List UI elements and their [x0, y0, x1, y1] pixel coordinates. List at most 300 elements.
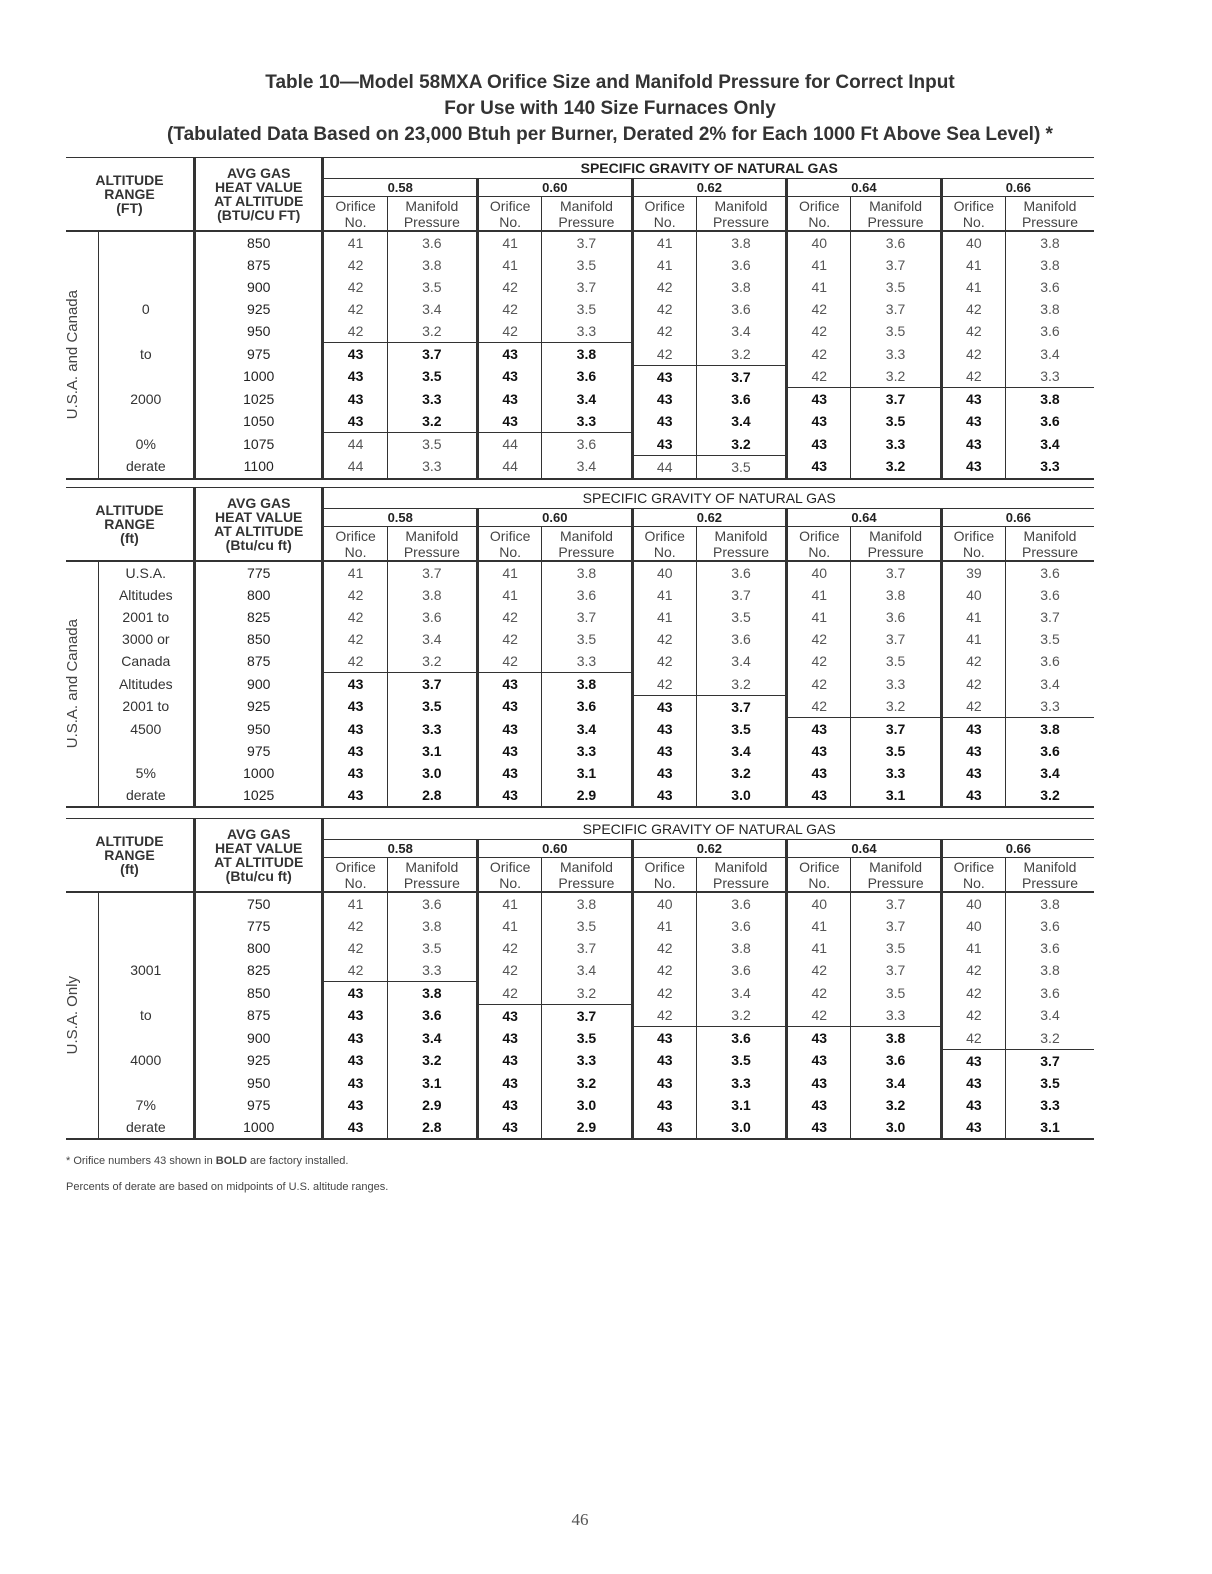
manifold-pressure-cell: 3.7 [542, 276, 632, 298]
altitude-range-line [98, 320, 194, 343]
orifice-no-cell: 40 [941, 584, 1005, 606]
manifold-pressure-cell: 3.8 [542, 673, 632, 696]
orifice-no-col-header: No. [478, 544, 542, 561]
orifice-no-cell: 42 [787, 628, 851, 650]
manifold-pressure-cell: 3.0 [387, 762, 477, 784]
specific-gravity-header: SPECIFIC GRAVITY OF NATURAL GAS [323, 819, 1094, 840]
manifold-pressure-cell: 3.6 [542, 433, 632, 456]
orifice-no-cell: 43 [632, 740, 696, 762]
table-row [66, 937, 1094, 959]
heat-value-header-line: HEAT VALUE [215, 179, 303, 195]
manifold-pressure-cell: 3.3 [851, 343, 941, 366]
orifice-no-cell: 41 [941, 606, 1005, 628]
orifice-no-cell: 43 [478, 740, 542, 762]
altitude-range-header [66, 819, 194, 893]
manifold-pressure-cell: 3.7 [851, 628, 941, 650]
orifice-no-cell: 43 [632, 695, 696, 718]
altitude-header-line: ALTITUDE [95, 172, 164, 188]
table-row [66, 298, 1094, 320]
manifold-pressure-cell: 3.4 [696, 410, 786, 433]
manifold-pressure-cell: 3.3 [696, 1072, 786, 1094]
manifold-pressure-cell: 3.2 [387, 650, 477, 673]
altitude-range-line: 4000 [98, 1049, 194, 1072]
orifice-no-cell: 42 [787, 365, 851, 388]
table-row [66, 320, 1094, 343]
manifold-pressure-cell: 3.7 [542, 231, 632, 254]
gravity-header-0.60: 0.60 [478, 179, 633, 197]
manifold-pressure-cell: 3.5 [387, 276, 477, 298]
orifice-col-header: Orifice [478, 197, 542, 215]
manifold-col-header: Manifold [542, 197, 632, 215]
heat-value-cell: 975 [194, 740, 322, 762]
heat-value-cell: 1050 [194, 410, 322, 433]
heat-value-cell: 1000 [194, 365, 322, 388]
manifold-pressure-cell: 3.0 [696, 784, 786, 807]
manifold-pressure-cell: 3.2 [851, 1094, 941, 1116]
pressure-col-header: Pressure [1005, 214, 1094, 231]
manifold-pressure-cell: 3.2 [851, 695, 941, 718]
orifice-no-cell: 43 [787, 1027, 851, 1050]
orifice-no-cell: 41 [347, 896, 364, 912]
manifold-pressure-cell: 3.5 [851, 650, 941, 673]
orifice-no-cell: 42 [787, 650, 851, 673]
altitude-header-line: (ft) [120, 861, 139, 877]
orifice-no-cell: 43 [478, 1094, 542, 1116]
manifold-pressure-cell: 2.8 [387, 1116, 477, 1139]
manifold-pressure-cell: 3.1 [542, 762, 632, 784]
manifold-pressure-cell: 3.8 [542, 561, 632, 584]
manifold-pressure-cell: 3.6 [696, 254, 786, 276]
table-title-line-3: (Tabulated Data Based on 23,000 Btuh per Burner, Derated 2% for Each 1000 Ft Above Sea Level) * [167, 124, 1053, 145]
manifold-pressure-cell: 3.2 [696, 673, 786, 696]
manifold-pressure-cell: 3.4 [1006, 762, 1095, 784]
orifice-no-cell: 43 [941, 740, 1005, 762]
orifice-no-cell: 43 [941, 1049, 1005, 1072]
heat-value-cell: 950 [194, 1072, 322, 1094]
heat-value-header-line: HEAT VALUE [215, 509, 303, 525]
altitude-range-line: Altitudes [98, 584, 194, 606]
orifice-no-cell: 42 [941, 365, 1005, 388]
region-label [66, 561, 98, 807]
orifice-no-cell: 42 [787, 982, 851, 1005]
orifice-no-cell: 43 [478, 365, 542, 388]
region-text: U.S.A. and Canada [64, 619, 81, 749]
manifold-pressure-cell: 3.2 [1006, 784, 1095, 807]
manifold-pressure-cell: 3.3 [1006, 695, 1095, 718]
orifice-no-cell: 41 [478, 231, 542, 254]
table-row [66, 276, 1094, 298]
gravity-header-0.62: 0.62 [632, 840, 787, 858]
orifice-no-cell: 43 [632, 784, 696, 807]
manifold-pressure-cell: 3.5 [851, 320, 941, 343]
manifold-pressure-cell: 3.6 [696, 628, 786, 650]
orifice-no-cell: 43 [347, 413, 364, 429]
region-text: U.S.A. Only [64, 976, 81, 1055]
orifice-no-cell: 40 [941, 915, 1005, 937]
manifold-pressure-cell: 3.1 [387, 740, 477, 762]
table-row [66, 695, 1094, 718]
manifold-pressure-cell: 3.6 [1005, 276, 1094, 298]
orifice-col-header: Orifice [941, 858, 1005, 876]
gravity-header-0.58: 0.58 [323, 840, 478, 858]
manifold-pressure-cell: 3.7 [387, 343, 477, 366]
manifold-pressure-cell: 3.1 [696, 1094, 786, 1116]
orifice-no-col-header: No. [478, 214, 542, 231]
heat-value-header-line: AT ALTITUDE [214, 193, 304, 209]
orifice-no-cell: 43 [632, 410, 696, 433]
orifice-no-cell: 41 [787, 254, 851, 276]
orifice-no-cell: 41 [632, 254, 696, 276]
pressure-col-header: Pressure [542, 875, 632, 892]
manifold-pressure-cell: 3.4 [851, 1072, 941, 1094]
manifold-pressure-cell: 3.4 [696, 740, 786, 762]
gravity-header-0.62: 0.62 [632, 179, 787, 197]
orifice-no-cell: 42 [941, 1004, 1005, 1027]
orifice-col-header: Orifice [478, 858, 542, 876]
manifold-col-header: Manifold [1006, 858, 1095, 876]
region-text: U.S.A. and Canada [64, 290, 81, 420]
altitude-range-line: 2000 [98, 388, 194, 411]
altitude-range-line [98, 410, 194, 433]
table-row [66, 628, 1094, 650]
manifold-col-header: Manifold [696, 527, 786, 545]
orifice-table-section [66, 818, 1094, 1140]
table-row [66, 740, 1094, 762]
orifice-col-header: Orifice [632, 197, 696, 215]
manifold-pressure-cell: 3.7 [851, 254, 941, 276]
orifice-no-cell: 41 [478, 561, 542, 584]
orifice-no-cell: 42 [787, 1004, 851, 1027]
manifold-pressure-cell: 3.8 [542, 892, 632, 915]
table-row [66, 1004, 1094, 1027]
orifice-no-cell: 43 [478, 718, 542, 741]
orifice-no-cell: 42 [347, 279, 364, 295]
manifold-pressure-cell: 3.4 [1006, 1004, 1095, 1027]
orifice-no-cell: 41 [787, 937, 851, 959]
orifice-no-cell: 42 [787, 673, 851, 696]
altitude-range-line: Canada [98, 650, 194, 673]
orifice-no-cell: 43 [941, 455, 1005, 479]
manifold-pressure-cell: 3.2 [696, 433, 786, 456]
orifice-no-col-header: No. [478, 875, 542, 892]
manifold-pressure-cell: 3.3 [1005, 455, 1094, 479]
manifold-pressure-cell: 3.2 [542, 982, 632, 1005]
manifold-pressure-cell: 3.6 [1006, 561, 1095, 584]
orifice-no-cell: 43 [941, 1116, 1005, 1139]
manifold-pressure-cell: 3.7 [696, 584, 786, 606]
heat-value-cell: 850 [194, 628, 322, 650]
heat-value-cell: 1000 [194, 762, 322, 784]
orifice-col-header: Orifice [787, 527, 851, 545]
orifice-no-cell: 43 [941, 433, 1005, 456]
orifice-no-cell: 42 [941, 982, 1005, 1005]
orifice-no-cell: 43 [478, 695, 542, 718]
manifold-pressure-cell: 3.5 [542, 254, 632, 276]
pressure-col-header: Pressure [387, 544, 477, 561]
manifold-pressure-cell: 3.5 [851, 276, 941, 298]
manifold-pressure-cell: 3.5 [851, 740, 941, 762]
orifice-no-cell: 41 [632, 606, 696, 628]
specific-gravity-header: SPECIFIC GRAVITY OF NATURAL GAS [323, 158, 1094, 179]
gravity-header-0.60: 0.60 [478, 509, 633, 527]
manifold-pressure-cell: 3.8 [1006, 892, 1095, 915]
orifice-no-cell: 43 [787, 784, 851, 807]
orifice-no-cell: 41 [632, 915, 696, 937]
table-row [66, 365, 1094, 388]
orifice-no-cell: 42 [632, 673, 696, 696]
orifice-no-cell: 42 [941, 1027, 1005, 1050]
orifice-no-cell: 41 [478, 892, 542, 915]
orifice-col-header: Orifice [323, 858, 387, 876]
altitude-header-line: (FT) [116, 200, 143, 216]
manifold-pressure-cell: 3.6 [1005, 410, 1094, 433]
manifold-pressure-cell: 3.4 [1005, 343, 1094, 366]
altitude-range-line: 0 [98, 298, 194, 320]
orifice-no-cell: 42 [347, 962, 364, 978]
orifice-no-cell: 43 [941, 410, 1005, 433]
orifice-no-cell: 42 [347, 301, 364, 317]
orifice-no-col-header: No. [787, 544, 851, 561]
orifice-no-cell: 42 [347, 653, 364, 669]
manifold-pressure-cell: 3.6 [542, 365, 632, 388]
heat-value-cell: 875 [194, 650, 322, 673]
manifold-pressure-cell: 3.7 [851, 388, 941, 411]
orifice-no-cell: 42 [347, 323, 364, 339]
orifice-no-cell: 43 [347, 368, 364, 385]
orifice-no-cell: 42 [787, 320, 851, 343]
orifice-no-cell: 43 [787, 1094, 851, 1116]
manifold-pressure-cell: 3.7 [851, 561, 941, 584]
orifice-no-cell: 43 [787, 1072, 851, 1094]
heat-value-header [194, 819, 322, 893]
pressure-col-header: Pressure [696, 214, 786, 231]
table-row [66, 959, 1094, 982]
gravity-header-0.66: 0.66 [941, 509, 1094, 527]
manifold-col-header: Manifold [851, 197, 941, 215]
orifice-no-cell: 42 [787, 298, 851, 320]
pressure-col-header: Pressure [387, 214, 477, 231]
manifold-pressure-cell: 3.6 [387, 606, 477, 628]
orifice-no-cell: 42 [632, 343, 696, 366]
orifice-no-cell: 43 [478, 1116, 542, 1139]
orifice-no-cell: 43 [632, 1027, 696, 1050]
altitude-range-line [98, 231, 194, 254]
altitude-range-line: 7% [98, 1094, 194, 1116]
heat-value-header-line: AVG GAS [226, 495, 291, 511]
manifold-pressure-cell: 3.2 [696, 343, 786, 366]
manifold-pressure-cell: 3.3 [387, 718, 477, 741]
manifold-pressure-cell: 3.4 [387, 1027, 477, 1050]
orifice-no-cell: 42 [787, 959, 851, 982]
orifice-no-cell: 42 [632, 959, 696, 982]
orifice-no-cell: 41 [941, 276, 1005, 298]
manifold-pressure-cell: 3.4 [387, 298, 477, 320]
manifold-pressure-cell: 3.6 [387, 231, 477, 254]
manifold-pressure-cell: 3.4 [542, 959, 632, 982]
orifice-no-cell: 43 [478, 1027, 542, 1050]
manifold-pressure-cell: 3.6 [387, 1004, 477, 1027]
manifold-col-header: Manifold [542, 527, 632, 545]
manifold-pressure-cell: 3.4 [696, 650, 786, 673]
manifold-pressure-cell: 3.1 [1006, 1116, 1095, 1139]
orifice-col-header: Orifice [323, 527, 387, 545]
orifice-no-cell: 43 [787, 762, 851, 784]
table-row [66, 410, 1094, 433]
manifold-pressure-cell: 3.6 [542, 584, 632, 606]
table-row [66, 433, 1094, 456]
manifold-pressure-cell: 3.5 [696, 1049, 786, 1072]
altitude-range-line: U.S.A. [98, 561, 194, 584]
altitude-range-line: 2001 to [98, 695, 194, 718]
manifold-col-header: Manifold [542, 858, 632, 876]
orifice-no-cell: 41 [941, 937, 1005, 959]
manifold-pressure-cell: 3.3 [542, 320, 632, 343]
table-row [66, 1116, 1094, 1139]
heat-value-header-line: AVG GAS [226, 165, 291, 181]
orifice-no-cell: 43 [347, 765, 364, 781]
orifice-no-cell: 43 [632, 1072, 696, 1094]
orifice-no-cell: 43 [632, 1094, 696, 1116]
altitude-range-line: 4500 [98, 718, 194, 741]
manifold-pressure-cell: 3.5 [851, 982, 941, 1005]
manifold-pressure-cell: 3.0 [851, 1116, 941, 1139]
orifice-no-cell: 42 [632, 650, 696, 673]
orifice-no-cell: 40 [787, 892, 851, 915]
altitude-header-line: (ft) [120, 530, 139, 546]
orifice-no-cell: 42 [941, 695, 1005, 718]
manifold-pressure-cell: 3.1 [851, 784, 941, 807]
heat-value-cell: 750 [194, 892, 322, 915]
manifold-pressure-cell: 3.5 [1006, 1072, 1095, 1094]
heat-value-cell: 875 [194, 254, 322, 276]
heat-value-cell: 975 [194, 343, 322, 366]
orifice-no-cell: 43 [347, 1096, 364, 1113]
orifice-no-cell: 43 [632, 762, 696, 784]
heat-value-cell: 925 [194, 298, 322, 320]
altitude-range-line [98, 1027, 194, 1050]
orifice-no-cell: 43 [787, 1049, 851, 1072]
orifice-no-cell: 41 [478, 254, 542, 276]
manifold-pressure-cell: 3.8 [696, 276, 786, 298]
heat-value-cell: 825 [194, 959, 322, 982]
footnote-bold-orifices: * Orifice numbers 43 shown in BOLD are factory installed. [66, 1155, 349, 1167]
table-row [66, 1094, 1094, 1116]
altitude-header-line: ALTITUDE [95, 502, 164, 518]
orifice-no-cell: 43 [478, 388, 542, 411]
manifold-pressure-cell: 3.4 [696, 320, 786, 343]
altitude-range-line: derate [98, 1116, 194, 1139]
orifice-no-col-header: No. [787, 214, 851, 231]
manifold-pressure-cell: 3.8 [1006, 959, 1095, 982]
orifice-no-cell: 43 [347, 698, 364, 715]
orifice-no-cell: 41 [787, 584, 851, 606]
manifold-pressure-cell: 3.3 [1006, 1094, 1095, 1116]
orifice-no-cell: 43 [632, 365, 696, 388]
orifice-no-cell: 43 [347, 1074, 364, 1091]
orifice-col-header: Orifice [787, 197, 851, 215]
orifice-no-cell: 42 [941, 673, 1005, 696]
orifice-no-cell: 43 [478, 784, 542, 807]
manifold-pressure-cell: 3.6 [696, 892, 786, 915]
manifold-pressure-cell: 3.6 [696, 388, 786, 411]
orifice-col-header: Orifice [632, 527, 696, 545]
manifold-col-header: Manifold [1006, 527, 1095, 545]
heat-value-cell: 1100 [194, 455, 322, 479]
orifice-no-cell: 42 [941, 320, 1005, 343]
manifold-pressure-cell: 3.0 [542, 1094, 632, 1116]
manifold-pressure-cell: 3.3 [542, 740, 632, 762]
manifold-pressure-cell: 3.8 [1006, 718, 1095, 741]
orifice-no-cell: 42 [941, 343, 1005, 366]
orifice-no-cell: 43 [347, 390, 364, 407]
manifold-pressure-cell: 3.4 [696, 982, 786, 1005]
manifold-pressure-cell: 3.6 [851, 231, 941, 254]
gravity-header-0.66: 0.66 [941, 179, 1094, 197]
altitude-range-line [98, 254, 194, 276]
orifice-no-cell: 42 [941, 650, 1005, 673]
orifice-no-cell: 42 [632, 937, 696, 959]
orifice-no-cell: 40 [787, 231, 851, 254]
orifice-no-cell: 43 [787, 740, 851, 762]
manifold-pressure-cell: 2.9 [542, 784, 632, 807]
manifold-pressure-cell: 3.7 [696, 365, 786, 388]
manifold-pressure-cell: 3.7 [851, 915, 941, 937]
orifice-no-cell: 42 [632, 628, 696, 650]
manifold-pressure-cell: 3.7 [851, 298, 941, 320]
orifice-no-col-header: No. [787, 875, 851, 892]
orifice-no-cell: 42 [478, 628, 542, 650]
manifold-pressure-cell: 3.6 [1005, 320, 1094, 343]
heat-value-header-line: HEAT VALUE [215, 840, 303, 856]
heat-value-cell: 950 [194, 320, 322, 343]
orifice-no-cell: 43 [323, 982, 387, 1005]
heat-value-cell: 825 [194, 606, 322, 628]
manifold-pressure-cell: 3.6 [1006, 740, 1095, 762]
manifold-pressure-cell: 3.2 [542, 1072, 632, 1094]
manifold-pressure-cell: 3.4 [542, 718, 632, 741]
manifold-pressure-cell: 3.7 [851, 718, 941, 741]
orifice-no-cell: 43 [323, 1116, 387, 1139]
table-row [66, 762, 1094, 784]
heat-value-cell: 1000 [194, 1116, 322, 1139]
orifice-no-cell: 43 [347, 1029, 364, 1046]
orifice-no-cell: 41 [632, 231, 696, 254]
heat-value-header-line: AT ALTITUDE [214, 523, 304, 539]
heat-value-cell: 1025 [194, 784, 322, 807]
orifice-no-col-header: No. [941, 214, 1005, 231]
altitude-range-line [98, 365, 194, 388]
manifold-pressure-cell: 3.3 [851, 673, 941, 696]
orifice-no-cell: 43 [347, 1007, 364, 1024]
pressure-col-header: Pressure [542, 214, 632, 231]
manifold-pressure-cell: 3.8 [387, 584, 477, 606]
manifold-pressure-cell: 3.5 [542, 298, 632, 320]
orifice-no-cell: 43 [323, 343, 387, 366]
altitude-header-line: RANGE [104, 186, 155, 202]
manifold-pressure-cell: 3.6 [387, 892, 477, 915]
altitude-range-line: Altitudes [98, 673, 194, 696]
altitude-header-line: ALTITUDE [95, 833, 164, 849]
orifice-no-cell: 40 [941, 892, 1005, 915]
manifold-pressure-cell: 3.3 [851, 433, 941, 456]
page-number: 46 [571, 1510, 589, 1529]
orifice-no-cell: 40 [632, 892, 696, 915]
orifice-no-cell: 42 [941, 959, 1005, 982]
manifold-pressure-cell: 3.2 [387, 320, 477, 343]
manifold-pressure-cell: 3.7 [542, 937, 632, 959]
orifice-no-cell: 43 [347, 1052, 364, 1069]
orifice-no-cell: 43 [787, 410, 851, 433]
